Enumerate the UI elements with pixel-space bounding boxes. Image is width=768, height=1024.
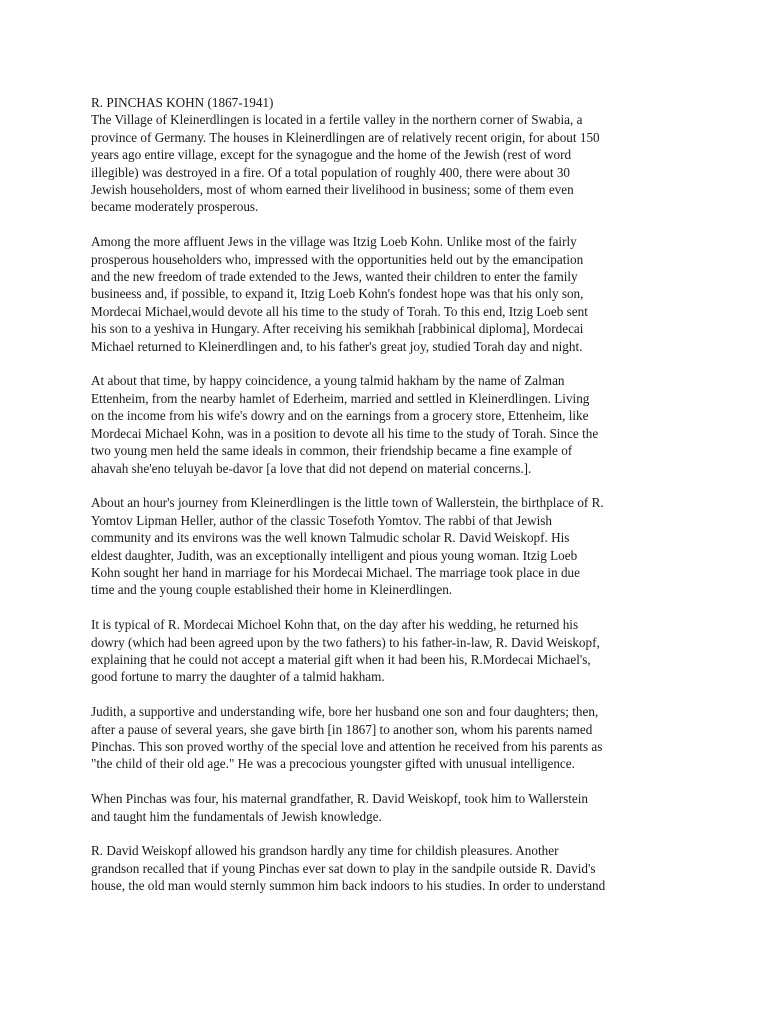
text-line: good fortune to marry the daughter of a talmid hakham. xyxy=(91,669,385,685)
paragraph-wallerstein xyxy=(91,494,691,598)
text-line: years ago entire village, except for the synagogue and the home of the Jewish (rest of word xyxy=(91,147,572,163)
paragraph-pinchas-four xyxy=(91,790,691,825)
text-line: and taught him the fundamentals of Jewish knowledge. xyxy=(91,808,382,824)
text-line: on the income from his wife's dowry and on the earnings from a grocery store, Ettenheim, like xyxy=(91,408,589,424)
text-line: About an hour's journey from Kleinerdlingen is the little town of Wallerstein, the birthplace of R. xyxy=(91,495,604,511)
text-line: Ettenheim, from the nearby hamlet of Ederheim, married and settled in Kleinerdlingen. Living xyxy=(91,390,590,406)
text-line: At about that time, by happy coincidence, a young talmid hakham by the name of Zalman xyxy=(91,373,565,389)
text-line: eldest daughter, Judith, was an exceptionally intelligent and pious young woman. Itzig Loeb xyxy=(91,547,578,563)
paragraph-ettenheim xyxy=(91,372,691,476)
text-line: explaining that he could not accept a material gift when it had been his, R.Mordecai Michael's, xyxy=(91,651,591,667)
text-line: two young men held the same ideals in common, their friendship became a fine example of xyxy=(91,443,573,459)
text-line: Pinchas. This son proved worthy of the special love and attention he received from his parents as xyxy=(91,738,603,754)
paragraph-grandson xyxy=(91,842,691,894)
text-line: busineess and, if possible, to expand it, Itzig Loeb Kohn's fondest hope was that his only son, xyxy=(91,286,584,302)
text-line: The Village of Kleinerdlingen is located in a fertile valley in the northern corner of Swabia, a xyxy=(91,112,583,128)
text-line: became moderately prosperous. xyxy=(91,199,259,215)
text-line: time and the young couple established their home in Kleinerdlingen. xyxy=(91,582,453,598)
text-line: Judith, a supportive and understanding wife, bore her husband one son and four daughters; then, xyxy=(91,704,599,720)
paragraph-judith xyxy=(91,703,691,773)
text-line: illegible) was destroyed in a fire. Of a total population of roughly 400, there were about 30 xyxy=(91,164,571,180)
paragraph-itzig-loeb xyxy=(91,233,691,355)
text-line: It is typical of R. Mordecai Michoel Kohn that, on the day after his wedding, he returned his xyxy=(91,617,579,633)
text-line: When Pinchas was four, his maternal grandfather, R. David Weiskopf, took him to Wallerstein xyxy=(91,791,588,807)
document-page xyxy=(91,94,691,912)
text-line: ahavah she'eno teluyah be-davor [a love that did not depend on material concerns.]. xyxy=(91,460,532,476)
text-line: prosperous householders who, impressed with the opportunities held out by the emancipation xyxy=(91,251,584,267)
text-line: Mordecai Michael,would devote all his time to the study of Torah. To this end, Itzig Loeb sent xyxy=(91,303,588,319)
text-line: Kohn sought her hand in marriage for his Mordecai Michael. The marriage took place in due xyxy=(91,564,580,580)
text-line: R. David Weiskopf allowed his grandson hardly any time for childish pleasures. Another xyxy=(91,843,559,859)
paragraph-village xyxy=(91,111,691,215)
text-line: community and its environs was the well known Talmudic scholar R. David Weiskopf. His xyxy=(91,530,570,546)
text-line: Michael returned to Kleinerdlingen and, to his father's great joy, studied Torah day and night. xyxy=(91,338,583,354)
text-line: dowry (which had been agreed upon by the two fathers) to his father-in-law, R. David Weiskopf, xyxy=(91,634,600,650)
paragraph-dowry xyxy=(91,616,691,686)
text-line: after a pause of several years, she gave birth [in 1867] to another son, whom his parents named xyxy=(91,721,593,737)
text-line: "the child of their old age." He was a precocious youngster gifted with unusual intelligence. xyxy=(91,756,575,772)
text-line: house, the old man would sternly summon him back indoors to his studies. In order to understand xyxy=(91,878,606,894)
text-line: Jewish householders, most of whom earned their livelihood in business; some of them even xyxy=(91,182,574,198)
text-line: Yomtov Lipman Heller, author of the classic Tosefoth Yomtov. The rabbi of that Jewish xyxy=(91,512,553,528)
text-line: grandson recalled that if young Pinchas ever sat down to play in the sandpile outside R. David's xyxy=(91,860,596,876)
text-line: Among the more affluent Jews in the village was Itzig Loeb Kohn. Unlike most of the fairly xyxy=(91,234,577,250)
text-line: province of Germany. The houses in Kleinerdlingen are of relatively recent origin, for about 150 xyxy=(91,129,600,145)
text-line: and the new freedom of trade extended to the Jews, wanted their children to enter the family xyxy=(91,269,578,285)
text-line: Mordecai Michael Kohn, was in a position to devote all his time to the study of Torah. Since the xyxy=(91,425,599,441)
document-title: R. PINCHAS KOHN (1867-1941) xyxy=(91,95,274,110)
text-line: his son to a yeshiva in Hungary. After receiving his semikhah [rabbinical diploma], Mordecai xyxy=(91,321,584,337)
